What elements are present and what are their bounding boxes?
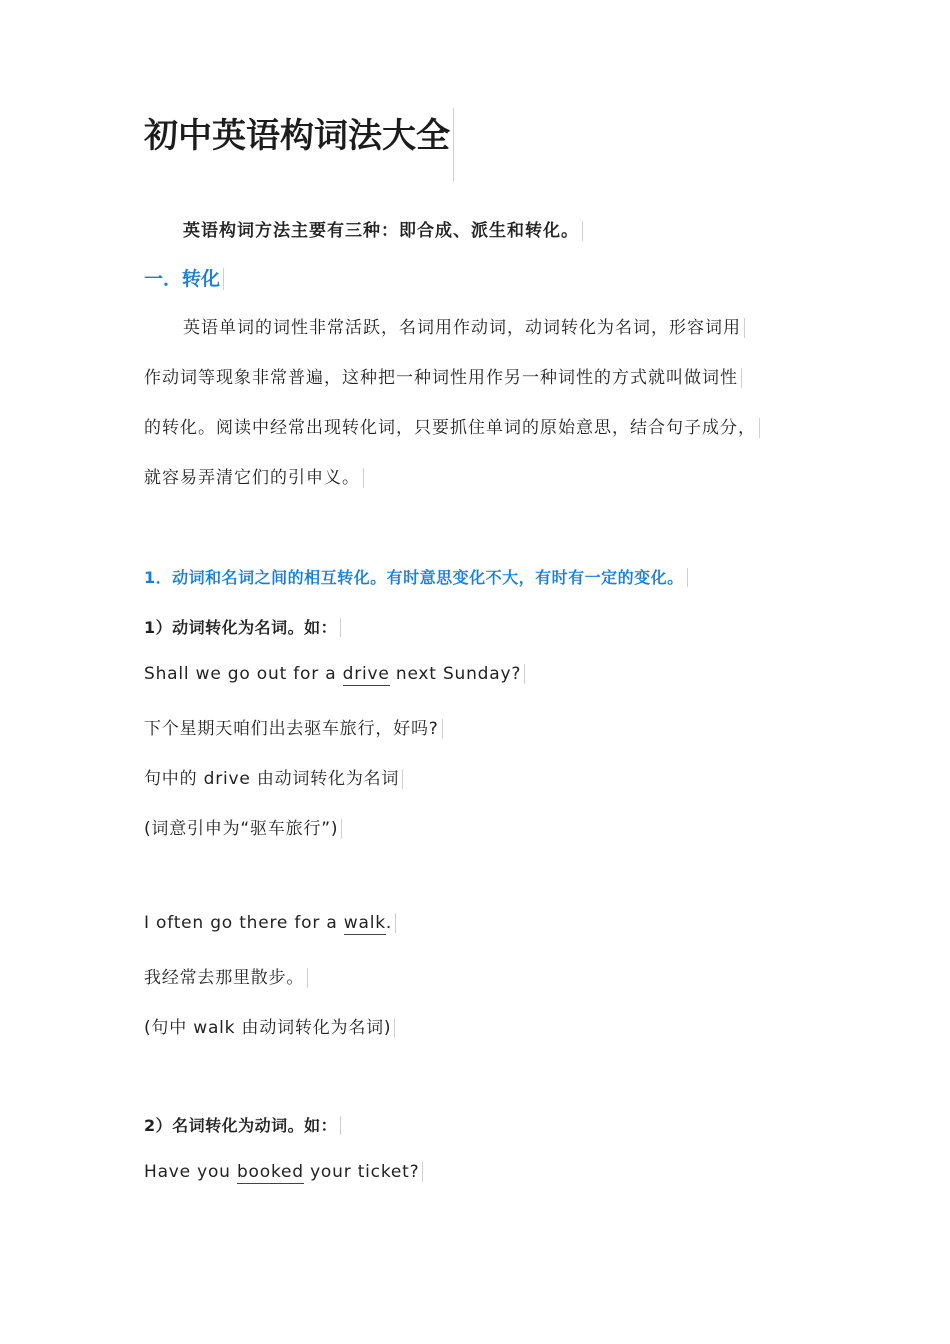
paragraph-line: 英语单词的词性非常活跃，名词用作动词，动词转化为名词，形容词用 bbox=[183, 313, 745, 343]
example-note-3: (句中 walk 由动词转化为名词) bbox=[144, 1013, 395, 1038]
example-translation-1: 下个星期天咱们出去驱车旅行，好吗? bbox=[144, 714, 443, 739]
paragraph-line: 就容易弄清它们的引申义。 bbox=[144, 463, 364, 493]
intro-text: 英语构词方法主要有三种：即合成、派生和转化。 bbox=[183, 216, 583, 241]
section-heading-conversion: 一．转化 bbox=[144, 264, 224, 291]
underlined-word: walk bbox=[343, 913, 386, 933]
example-note-1: 句中的 drive 由动词转化为名词 bbox=[144, 764, 403, 789]
example-note-2: (词意引申为“驱车旅行”) bbox=[144, 814, 342, 839]
example-sentence-3: Have you booked your ticket? bbox=[144, 1162, 423, 1182]
paragraph-line: 的转化。阅读中经常出现转化词，只要抓住单词的原始意思，结合句子成分， bbox=[144, 413, 760, 443]
paragraph-line: 作动词等现象非常普遍，这种把一种词性用作另一种词性的方式就叫做词性 bbox=[144, 363, 742, 393]
example-sentence-1: Shall we go out for a drive next Sunday? bbox=[144, 664, 525, 684]
underlined-word: booked bbox=[236, 1162, 304, 1182]
point-noun-to-verb: 2）名词转化为动词。如： bbox=[144, 1113, 341, 1136]
point-verb-to-noun: 1）动词转化为名词。如： bbox=[144, 615, 341, 638]
example-translation-2: 我经常去那里散步。 bbox=[144, 963, 308, 988]
example-sentence-2: I often go there for a walk. bbox=[144, 913, 396, 933]
underlined-word: drive bbox=[342, 664, 390, 684]
document-title: 初中英语构词法大全 bbox=[144, 108, 454, 182]
subheading-verb-noun: 1．动词和名词之间的相互转化。有时意思变化不大，有时有一定的变化。 bbox=[144, 565, 688, 588]
